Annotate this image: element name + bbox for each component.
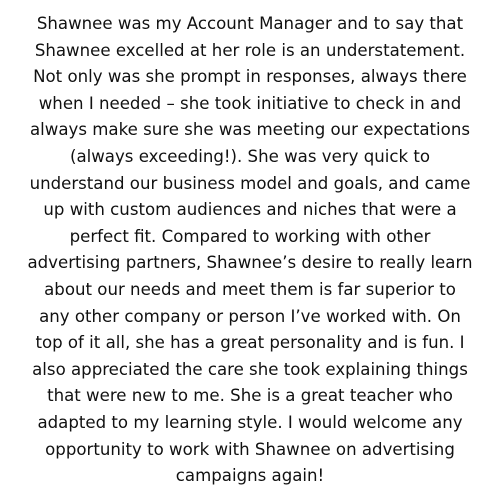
testimonial-line: opportunity to work with Shawnee on advertising <box>45 439 455 459</box>
testimonial-line: adapted to my learning style. I would welcome any <box>37 412 463 432</box>
testimonial-text <box>6 11 494 500</box>
testimonial-line: that were new to me. She is a great teacher who <box>47 386 453 406</box>
testimonial-line: advertising partners, Shawnee’s desire to really learn <box>27 253 473 273</box>
testimonial-line: when I needed – she took initiative to check in and <box>38 93 462 113</box>
testimonial-line: understand our business model and goals, and came <box>29 173 471 193</box>
testimonial-line: perfect fit. Compared to working with other <box>69 226 431 246</box>
testimonial-line: Shawnee was my Account Manager and to say that <box>36 14 464 33</box>
testimonial-line: up with custom audiences and niches that were a <box>43 200 457 220</box>
testimonial-line: about our needs and meet them is far superior to <box>44 279 456 299</box>
testimonial-line: Not only was she prompt in responses, always there <box>33 67 467 87</box>
testimonial-line: any other company or person I’ve worked with. On <box>39 306 461 326</box>
testimonial-line: always make sure she was meeting our expectations <box>29 120 470 140</box>
testimonial-line: top of it all, she has a great personality and is fun. I <box>35 333 465 353</box>
testimonial-line: also appreciated the care she took explaining things <box>32 359 468 379</box>
testimonial-line: (always exceeding!). She was very quick to <box>69 146 431 166</box>
testimonial-line: Shawnee excelled at her role is an understatement. <box>34 40 466 60</box>
testimonial-line: campaigns again! <box>175 466 325 486</box>
